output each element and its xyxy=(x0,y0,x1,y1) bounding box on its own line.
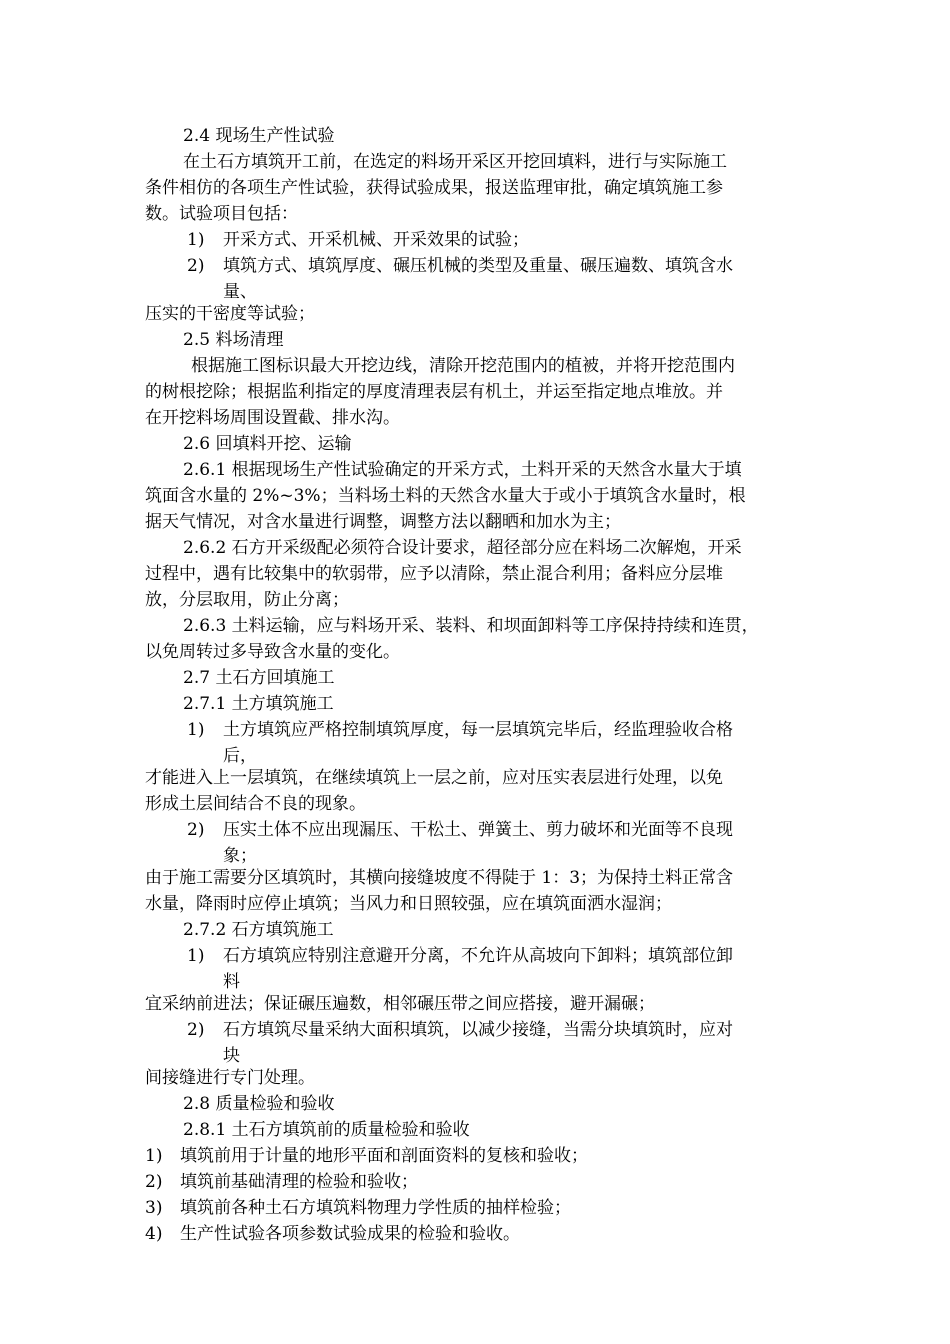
list-number: 2) xyxy=(187,1020,205,1040)
paragraph-line: 由于施工需要分区填筑时，其横向接缝坡度不得陡于 1：3；为保持土料正常含 xyxy=(145,868,734,888)
paragraph-line: 宜采纳前进法；保证碾压遍数，相邻碾压带之间应搭接，避开漏碾； xyxy=(145,994,655,1014)
list-item-text: 象； xyxy=(223,846,257,866)
list-item-text: 块 xyxy=(223,1046,240,1066)
paragraph-line: 2.6.2 石方开采级配必须符合设计要求，超径部分应在料场二次解炮，开采 xyxy=(183,538,742,558)
paragraph-line: 根据施工图标识最大开挖边线，清除开挖范围内的植被，并将开挖范围内 xyxy=(191,356,735,376)
list-number: 1) xyxy=(145,1146,163,1166)
paragraph-line: 压实的干密度等试验； xyxy=(145,304,315,324)
paragraph-line: 在开挖料场周围设置截、排水沟。 xyxy=(145,408,400,428)
list-number: 4) xyxy=(145,1224,163,1244)
section-heading: 2.7 土石方回填施工 xyxy=(183,668,335,688)
paragraph-line: 数。试验项目包括： xyxy=(145,204,298,224)
paragraph-line: 的树根挖除；根据监利指定的厚度清理表层有机土，并运至指定地点堆放。并 xyxy=(145,382,723,402)
paragraph-line: 过程中，遇有比较集中的软弱带，应予以清除，禁止混合利用；备料应分层堆 xyxy=(145,564,723,584)
list-item-text: 填筑前用于计量的地形平面和剖面资料的复核和验收； xyxy=(180,1146,588,1166)
paragraph-line: 筑面含水量的 2%~3%；当料场土料的天然含水量大于或小于填筑含水量时，根 xyxy=(145,486,746,506)
list-item-text: 填筑前基础清理的检验和验收； xyxy=(180,1172,418,1192)
list-number: 2) xyxy=(187,256,205,276)
paragraph-line: 以免周转过多导致含水量的变化。 xyxy=(145,642,400,662)
list-item-text: 量、 xyxy=(223,282,257,302)
paragraph-line: 据天气情况，对含水量进行调整，调整方法以翻晒和加水为主； xyxy=(145,512,621,532)
list-number: 3) xyxy=(145,1198,163,1218)
subsection-heading: 2.8.1 土石方填筑前的质量检验和验收 xyxy=(183,1120,470,1140)
list-number: 1) xyxy=(187,230,205,250)
section-heading: 2.5 料场清理 xyxy=(183,330,284,350)
paragraph-line: 2.6.1 根据现场生产性试验确定的开采方式，土料开采的天然含水量大于填 xyxy=(183,460,742,480)
list-number: 1) xyxy=(187,720,205,740)
paragraph-line: 形成土层间结合不良的现象。 xyxy=(145,794,366,814)
paragraph-line: 2.6.3 土料运输，应与料场开采、装料、和坝面卸料等工序保持持续和连贯， xyxy=(183,616,759,636)
paragraph-line: 条件相仿的各项生产性试验，获得试验成果，报送监理审批，确定填筑施工参 xyxy=(145,178,723,198)
list-item-text: 生产性试验各项参数试验成果的检验和验收。 xyxy=(180,1224,520,1244)
list-item-text: 压实土体不应出现漏压、干松土、弹簧土、剪力破坏和光面等不良现 xyxy=(223,820,733,840)
list-number: 1) xyxy=(187,946,205,966)
paragraph-line: 间接缝进行专门处理。 xyxy=(145,1068,315,1088)
list-item-text: 后， xyxy=(223,746,257,766)
paragraph-line: 在土石方填筑开工前，在选定的料场开采区开挖回填料，进行与实际施工 xyxy=(183,152,727,172)
section-heading: 2.4 现场生产性试验 xyxy=(183,126,335,146)
list-item-text: 石方填筑尽量采纳大面积填筑，以减少接缝，当需分块填筑时，应对 xyxy=(223,1020,733,1040)
list-item-text: 石方填筑应特别注意避开分离，不允许从高坡向下卸料；填筑部位卸 xyxy=(223,946,733,966)
section-heading: 2.6 回填料开挖、运输 xyxy=(183,434,352,454)
subsection-heading: 2.7.2 石方填筑施工 xyxy=(183,920,334,940)
list-number: 2) xyxy=(145,1172,163,1192)
list-item-text: 填筑前各种土石方填筑料物理力学性质的抽样检验； xyxy=(180,1198,571,1218)
list-number: 2) xyxy=(187,820,205,840)
list-item-text: 填筑方式、填筑厚度、碾压机械的类型及重量、碾压遍数、填筑含水 xyxy=(223,256,733,276)
list-item-text: 土方填筑应严格控制填筑厚度，每一层填筑完毕后，经监理验收合格 xyxy=(223,720,733,740)
list-item-text: 开采方式、开采机械、开采效果的试验； xyxy=(223,230,529,250)
paragraph-line: 放，分层取用，防止分离； xyxy=(145,590,349,610)
list-item-text: 料 xyxy=(223,972,240,992)
paragraph-line: 水量，降雨时应停止填筑；当风力和日照较强，应在填筑面洒水湿润； xyxy=(145,894,672,914)
subsection-heading: 2.7.1 土方填筑施工 xyxy=(183,694,334,714)
paragraph-line: 才能进入上一层填筑，在继续填筑上一层之前，应对压实表层进行处理，以免 xyxy=(145,768,723,788)
section-heading: 2.8 质量检验和验收 xyxy=(183,1094,335,1114)
